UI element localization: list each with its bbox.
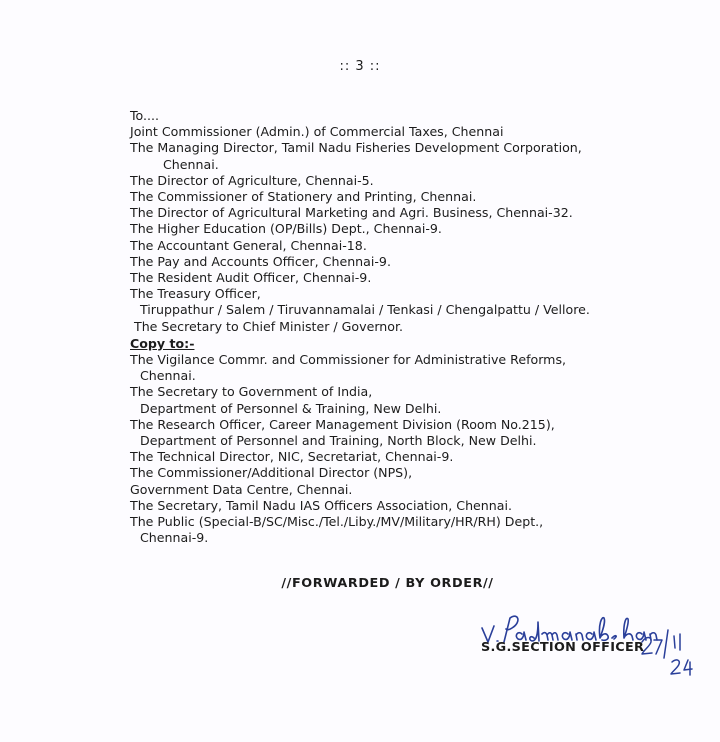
copy-line: The Secretary, Tamil Nadu IAS Officers Association, Chennai. — [130, 497, 512, 513]
to-line: The Secretary to Chief Minister / Governor. — [134, 318, 403, 334]
copy-line: The Commissioner/Additional Director (NPS), — [130, 465, 413, 481]
copy-line: Chennai-9. — [140, 530, 209, 546]
to-line: Joint Commissioner (Admin.) of Commercial Taxes, Chennai — [130, 124, 504, 140]
page-number: :: 3 :: — [339, 59, 381, 74]
to-line: Chennai. — [163, 156, 219, 172]
copy-line: Government Data Centre, Chennai. — [130, 481, 353, 497]
distribution-list — [130, 108, 690, 546]
copy-line: The Technical Director, NIC, Secretariat, Chennai-9. — [130, 449, 454, 465]
to-heading: To.... — [130, 108, 160, 123]
to-line: The Managing Director, Tamil Nadu Fisheries Development Corporation, — [130, 140, 582, 156]
to-line: The Pay and Accounts Officer, Chennai-9. — [130, 253, 391, 269]
copy-line: Chennai. — [140, 368, 196, 384]
to-line: The Treasury Officer, — [130, 286, 261, 302]
copy-line: Department of Personnel & Training, New Delhi. — [140, 400, 442, 416]
copy-line: The Vigilance Commr. and Commissioner for Administrative Reforms, — [130, 352, 567, 368]
to-line: The Resident Audit Officer, Chennai-9. — [130, 270, 372, 286]
to-line: The Accountant General, Chennai-18. — [130, 237, 367, 253]
copy-line: The Research Officer, Career Management Division (Room No.215), — [130, 416, 555, 432]
to-line: The Higher Education (OP/Bills) Dept., Chennai-9. — [130, 221, 442, 237]
copy-to-heading: Copy to:- — [130, 335, 195, 351]
forwarded-by-order: //FORWARDED / BY ORDER// — [281, 576, 494, 591]
officer-title: S.G.SECTION OFFICER — [481, 640, 645, 655]
to-line: Tiruppathur / Salem / Tiruvannamalai / Tenkasi / Chengalpattu / Vellore. — [140, 302, 590, 318]
handwritten-date — [640, 628, 700, 678]
copy-line: Department of Personnel and Training, North Block, New Delhi. — [140, 433, 537, 449]
copy-line: The Public (Special-B/SC/Misc./Tel./Liby./MV/Military/HR/RH) Dept., — [130, 514, 544, 530]
to-line: The Commissioner of Stationery and Printing, Chennai. — [130, 189, 477, 205]
to-line: The Director of Agriculture, Chennai-5. — [130, 172, 374, 188]
copy-line: The Secretary to Government of India, — [130, 384, 373, 400]
to-line: The Director of Agricultural Marketing and Agri. Business, Chennai-32. — [130, 205, 573, 221]
